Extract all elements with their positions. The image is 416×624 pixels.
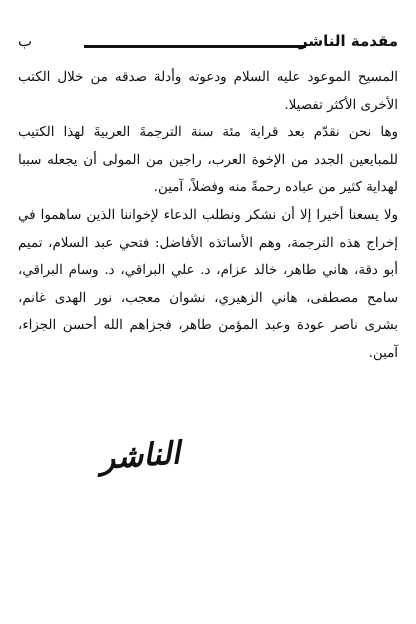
paragraph-1: المسيح الموعود عليه السلام ودعوته وأدلة صدقه من خلال الكتب الأخرى الأكثر تفصيلا. (18, 70, 398, 113)
page-header (18, 30, 398, 58)
paragraph-3: ولا يسعنا أخيرا إلا أن نشكر ونطلب الدعاء لإخواننا الذين ساهموا في إخراج هذه الترجمة، وهم الأساتذه الأفاضل: فتحي عبد السلام، تميم أبو دقة، هاني طاهر، خالد عزام، د. علي البراقي، د. وسام البراقي، سامح مصطفى، هاني الزهيري، نشوان معجب، نور الهدى غانم، بشرى ناصر عودة وعبد المؤمن طاهر، فجزاهم الله أحسن الجزاء، آمين. (18, 207, 398, 361)
publisher-signature: الناشر (98, 435, 182, 477)
body-text (18, 64, 398, 368)
page-number: ب (18, 32, 33, 50)
header-title: مقدمة الناشر (299, 32, 398, 50)
paragraph-2: وها نحن نقدّم بعد قرابة مئة سنة الترجمةَ العربيةَ لهذا الكتيب للمبايعين الجدد من الإخوة العرب، راجين من المولى أن يجعله سببا لهداية كثير من عباده رحمةً منه وفضلاً، آمين. (18, 125, 398, 196)
header-rule (84, 45, 306, 48)
